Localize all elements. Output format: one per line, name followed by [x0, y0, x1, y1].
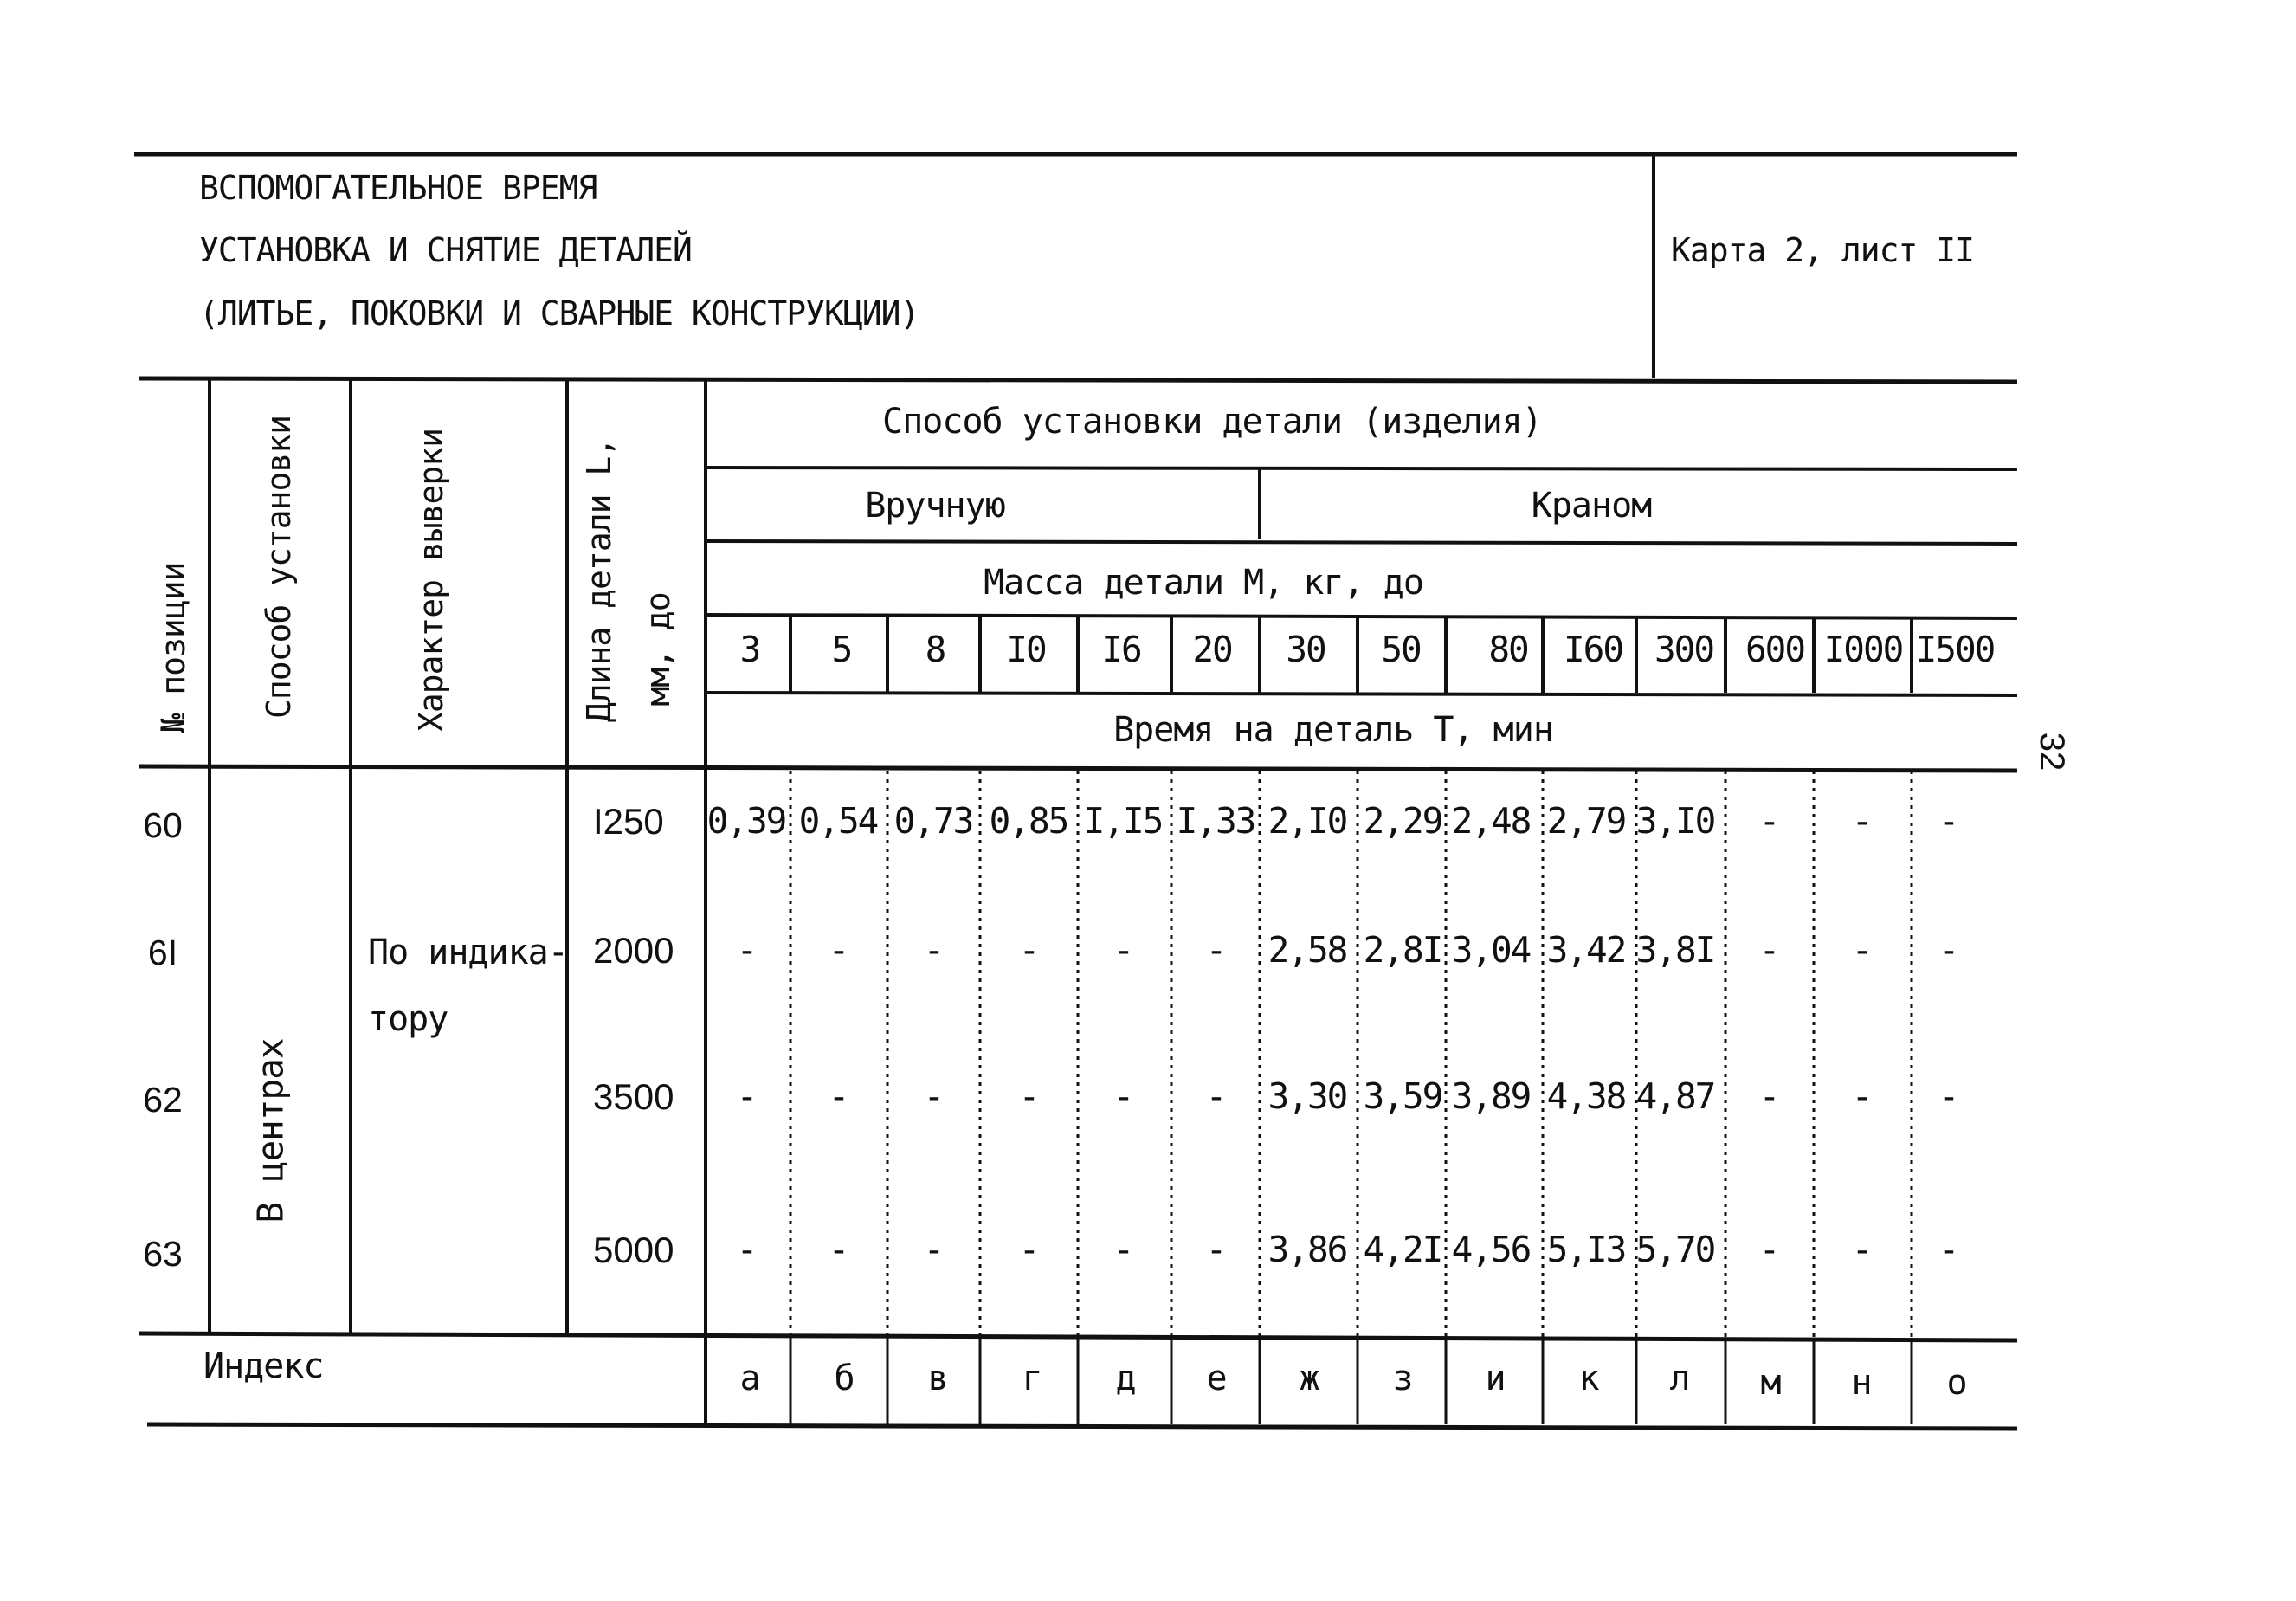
value-cell: -: [1938, 1075, 1958, 1117]
mass-cell: I60: [1563, 629, 1623, 670]
alignment-value-line1: По индика-: [368, 933, 568, 972]
row-position: 63: [143, 1234, 183, 1274]
index-cell: а: [739, 1359, 760, 1398]
value-cell: -: [1758, 1229, 1779, 1270]
crane-label: Краном: [1531, 486, 1652, 526]
value-cell: 2,I0: [1267, 800, 1347, 842]
data-dividers: [790, 771, 1912, 1338]
value-cell: -: [736, 1075, 757, 1117]
value-cell: -: [1018, 1075, 1039, 1117]
value-cell: 0,85: [989, 800, 1068, 842]
alignment-value-line2: тору: [368, 999, 448, 1039]
rule-data-top: [139, 766, 2017, 771]
col-header-alignment: Характер выверки: [412, 428, 450, 733]
col-header-length-line2: мм, до: [639, 592, 677, 707]
manual-label: Вручную: [865, 486, 1005, 526]
value-cell: 4,87: [1635, 1075, 1715, 1117]
row-length: 5000: [593, 1230, 674, 1270]
value-cell: -: [1851, 1075, 1872, 1117]
value-cell: 2,58: [1267, 929, 1347, 971]
value-cell: -: [1113, 1229, 1133, 1270]
value-cell: -: [1938, 929, 1958, 971]
value-cell: I,33: [1176, 800, 1255, 842]
value-cell: -: [1758, 800, 1779, 842]
index-cell: к: [1578, 1359, 1599, 1398]
value-cell: 2,48: [1451, 800, 1531, 842]
mass-cell: 80: [1488, 629, 1528, 670]
rule-masses-bottom: [706, 693, 2017, 695]
mass-cell: 20: [1192, 629, 1232, 670]
index-cell: о: [1946, 1363, 1967, 1403]
value-cell: -: [1018, 929, 1039, 971]
value-cell: 3,89: [1451, 1075, 1531, 1117]
rule-bottom: [147, 1424, 2017, 1429]
index-cell: л: [1669, 1359, 1690, 1398]
value-cell: -: [923, 1075, 944, 1117]
row-position: 6I: [147, 933, 178, 972]
rule-masses-top: [706, 615, 2017, 618]
value-cell: 5,I3: [1546, 1229, 1626, 1270]
index-cell: ж: [1299, 1359, 1319, 1398]
value-cell: -: [828, 1229, 848, 1270]
value-cell: 3,86: [1267, 1229, 1347, 1270]
value-cell: -: [1758, 929, 1779, 971]
value-cell: -: [736, 1229, 757, 1270]
value-cell: -: [923, 1229, 944, 1270]
value-cell: 0,73: [893, 800, 973, 842]
row-position: 62: [143, 1080, 183, 1120]
value-cell: 3,30: [1267, 1075, 1347, 1117]
mass-cell: I6: [1101, 629, 1141, 670]
value-cell: 4,2I: [1363, 1229, 1442, 1270]
title-line-2: УСТАНОВКА И СНЯТИЕ ДЕТАЛЕЙ: [199, 231, 692, 269]
value-cell: I,I5: [1083, 800, 1163, 842]
row-length: 3500: [593, 1076, 674, 1117]
value-cell: -: [1851, 800, 1872, 842]
col-header-position: № позиции: [154, 562, 192, 733]
mass-cell: 600: [1745, 629, 1805, 670]
value-cell: 4,56: [1451, 1229, 1531, 1270]
index-cell: н: [1851, 1363, 1872, 1403]
value-cell: 3,8I: [1635, 929, 1715, 971]
index-cell: е: [1206, 1359, 1227, 1398]
method-title: Способ установки детали (изделия): [882, 402, 1542, 442]
value-cell: 2,8I: [1363, 929, 1442, 971]
value-cell: -: [1851, 929, 1872, 971]
value-cell: 3,I0: [1635, 800, 1715, 842]
value-cell: -: [1758, 1075, 1779, 1117]
value-cell: -: [828, 1075, 848, 1117]
value-cell: -: [1205, 1075, 1226, 1117]
mass-cell: 3: [739, 629, 760, 670]
install-method-value: В центрах: [249, 1038, 292, 1223]
row-position: 60: [143, 805, 183, 845]
value-cell: -: [1938, 800, 1958, 842]
value-cell: 0,54: [798, 800, 878, 842]
value-cell: -: [1938, 1229, 1958, 1270]
page-number: 32: [2033, 732, 2071, 771]
mass-cell: I500: [1915, 629, 1995, 670]
mass-cell: 5: [831, 629, 852, 670]
mass-cell: 30: [1286, 629, 1325, 670]
title-line-1: ВСПОМОГАТЕЛЬНОЕ ВРЕМЯ: [199, 169, 597, 207]
value-cell: 0,39: [706, 800, 786, 842]
title-line-3: (ЛИТЬЕ, ПОКОВКИ И СВАРНЫЕ КОНСТРУКЦИИ): [199, 294, 919, 332]
index-cell: в: [927, 1359, 948, 1398]
value-cell: 2,29: [1363, 800, 1442, 842]
value-cell: -: [1851, 1229, 1872, 1270]
value-cell: -: [1018, 1229, 1039, 1270]
row-length: 2000: [593, 930, 674, 971]
index-cell: б: [834, 1359, 855, 1398]
mass-dividers: [790, 617, 1912, 693]
mass-cell: I0: [1006, 629, 1046, 670]
mass-cell: 8: [925, 629, 945, 670]
mass-title: Масса детали М, кг, до: [984, 563, 1423, 603]
mass-cell: 300: [1654, 629, 1714, 670]
value-cell: -: [923, 929, 944, 971]
value-cell: -: [1113, 929, 1133, 971]
index-cell: з: [1392, 1359, 1413, 1398]
value-cell: -: [736, 929, 757, 971]
value-cell: 5,70: [1635, 1229, 1715, 1270]
value-cell: -: [1205, 1229, 1226, 1270]
col-header-length-line1: Длина детали L,: [580, 437, 618, 723]
index-dividers: [790, 1338, 1912, 1424]
mass-cell: 50: [1381, 629, 1421, 670]
rule-table-top: [139, 378, 2017, 382]
value-cell: 2,79: [1546, 800, 1626, 842]
value-cell: 3,42: [1546, 929, 1626, 971]
value-cell: -: [1113, 1075, 1133, 1117]
time-title: Время на деталь Т, мин: [1113, 710, 1553, 750]
value-cell: 3,04: [1451, 929, 1531, 971]
index-cell: м: [1760, 1363, 1781, 1403]
rule-mass-top: [706, 541, 2017, 544]
card-label: Карта 2, лист II: [1671, 231, 1975, 269]
rule-method: [706, 468, 2017, 469]
value-cell: 4,38: [1546, 1075, 1626, 1117]
col-header-install-method: Способ установки: [260, 415, 298, 720]
value-cell: -: [1205, 929, 1226, 971]
mass-cell: I000: [1823, 629, 1903, 670]
index-cell: д: [1115, 1359, 1136, 1398]
row-length: I250: [593, 801, 664, 842]
value-cell: -: [828, 929, 848, 971]
value-cell: 3,59: [1363, 1075, 1442, 1117]
index-label: Индекс: [203, 1346, 324, 1386]
index-cell: и: [1485, 1359, 1506, 1398]
index-cell: г: [1022, 1359, 1042, 1398]
